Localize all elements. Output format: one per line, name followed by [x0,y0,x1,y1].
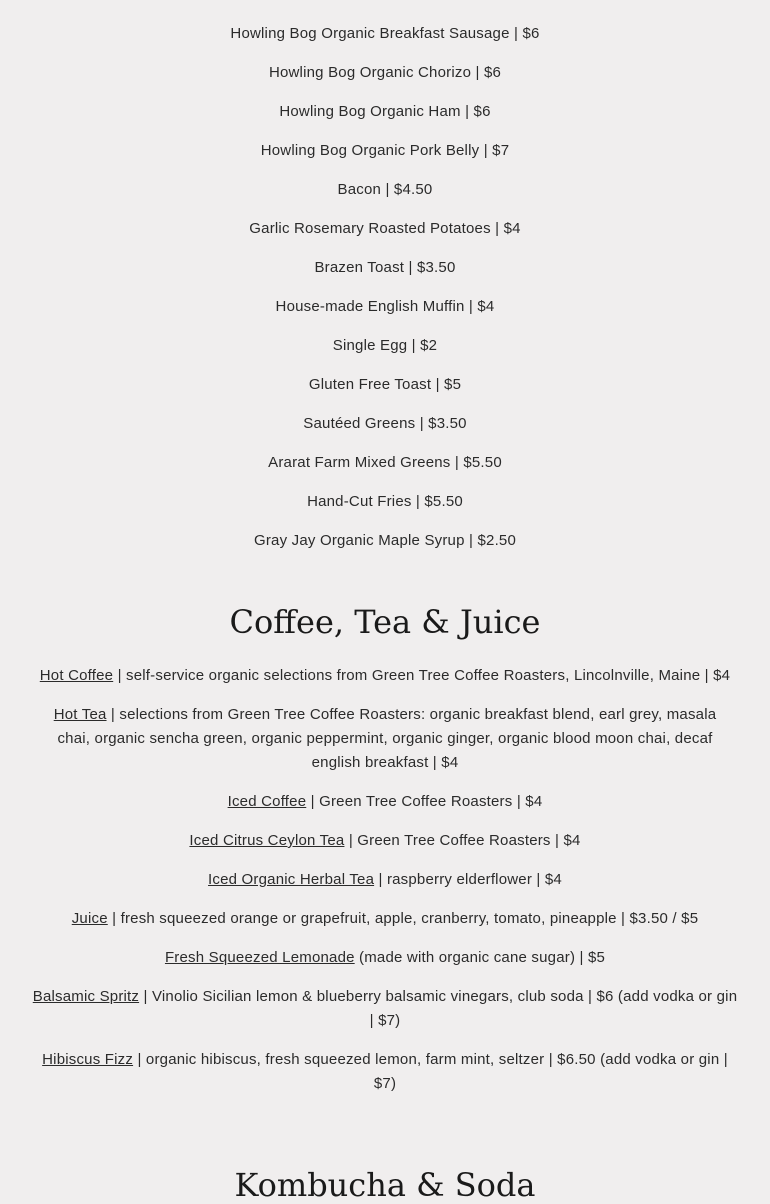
drink-detail: | Vinolio Sicilian lemon & blueberry balsamic vinegars, club soda | $6 (add vodka or gin | $7) [139,988,738,1029]
drink-link-hot-tea[interactable]: Hot Tea [53,706,107,723]
menu-item: Brazen Toast | $3.50 [314,259,456,276]
drink-link-hot-coffee[interactable]: Hot Coffee [39,667,114,684]
menu-item: Howling Bog Organic Ham | $6 [279,103,491,120]
drinks-list [0,664,770,1111]
drink-link-iced-citrus-ceylon-tea[interactable]: Iced Citrus Ceylon Tea [189,832,345,849]
drink-item [0,946,770,970]
drink-item [0,907,770,931]
menu-item: Ararat Farm Mixed Greens | $5.50 [268,454,502,471]
menu-item: Howling Bog Organic Breakfast Sausage | $6 [230,25,540,42]
drink-item [0,703,770,775]
drink-link-iced-coffee[interactable]: Iced Coffee [227,793,307,810]
section-title-coffee: Coffee, Tea & Juice [229,603,541,641]
drink-item [0,829,770,853]
menu-item: Howling Bog Organic Chorizo | $6 [268,64,502,81]
drink-detail: | raspberry elderflower | $4 [374,871,562,888]
drink-link-balsamic-spritz[interactable]: Balsamic Spritz [32,988,140,1005]
drink-link-fresh-squeezed-lemonade[interactable]: Fresh Squeezed Lemonade [164,949,355,966]
menu-item: Gray Jay Organic Maple Syrup | $2.50 [253,532,517,549]
drink-detail: | Green Tree Coffee Roasters | $4 [306,793,543,810]
drink-link-hibiscus-fizz[interactable]: Hibiscus Fizz [42,1051,134,1068]
menu-item: Gluten Free Toast | $5 [308,376,462,393]
drink-detail: | selections from Green Tree Coffee Roasters: organic breakfast blend, earl grey, masala chai, organic sencha green, organic peppermint, organic ginger, organic blood moon chai, decaf english breakfast | $4 [57,706,717,771]
menu-item: Hand-Cut Fries | $5.50 [307,493,463,510]
drink-item [0,790,770,814]
section-title-kombucha: Kombucha & Soda [234,1166,536,1204]
menu-item: Bacon | $4.50 [337,181,433,198]
drink-link-juice[interactable]: Juice [71,910,108,927]
drink-link-iced-organic-herbal-tea[interactable]: Iced Organic Herbal Tea [208,871,375,888]
drink-detail: | organic hibiscus, fresh squeezed lemon, farm mint, seltzer | $6.50 (add vodka or gin | $7) [133,1051,728,1092]
menu-item: House-made English Muffin | $4 [275,298,495,315]
sides-list [0,22,770,568]
drink-item [0,868,770,892]
menu-item: Garlic Rosemary Roasted Potatoes | $4 [249,220,521,237]
drink-item [0,1048,770,1096]
drink-detail: | fresh squeezed orange or grapefruit, apple, cranberry, tomato, pineapple | $3.50 / $5 [107,910,699,927]
drink-detail: | Green Tree Coffee Roasters | $4 [344,832,581,849]
drink-item [0,664,770,688]
menu-item: Single Egg | $2 [332,337,438,354]
drink-detail: (made with organic cane sugar) | $5 [354,949,606,966]
menu-item: Howling Bog Organic Pork Belly | $7 [260,142,510,159]
drink-item [0,985,770,1033]
menu-item: Sautéed Greens | $3.50 [303,415,467,432]
drink-detail: | self-service organic selections from Green Tree Coffee Roasters, Lincolnville, Maine | $4 [113,667,731,684]
